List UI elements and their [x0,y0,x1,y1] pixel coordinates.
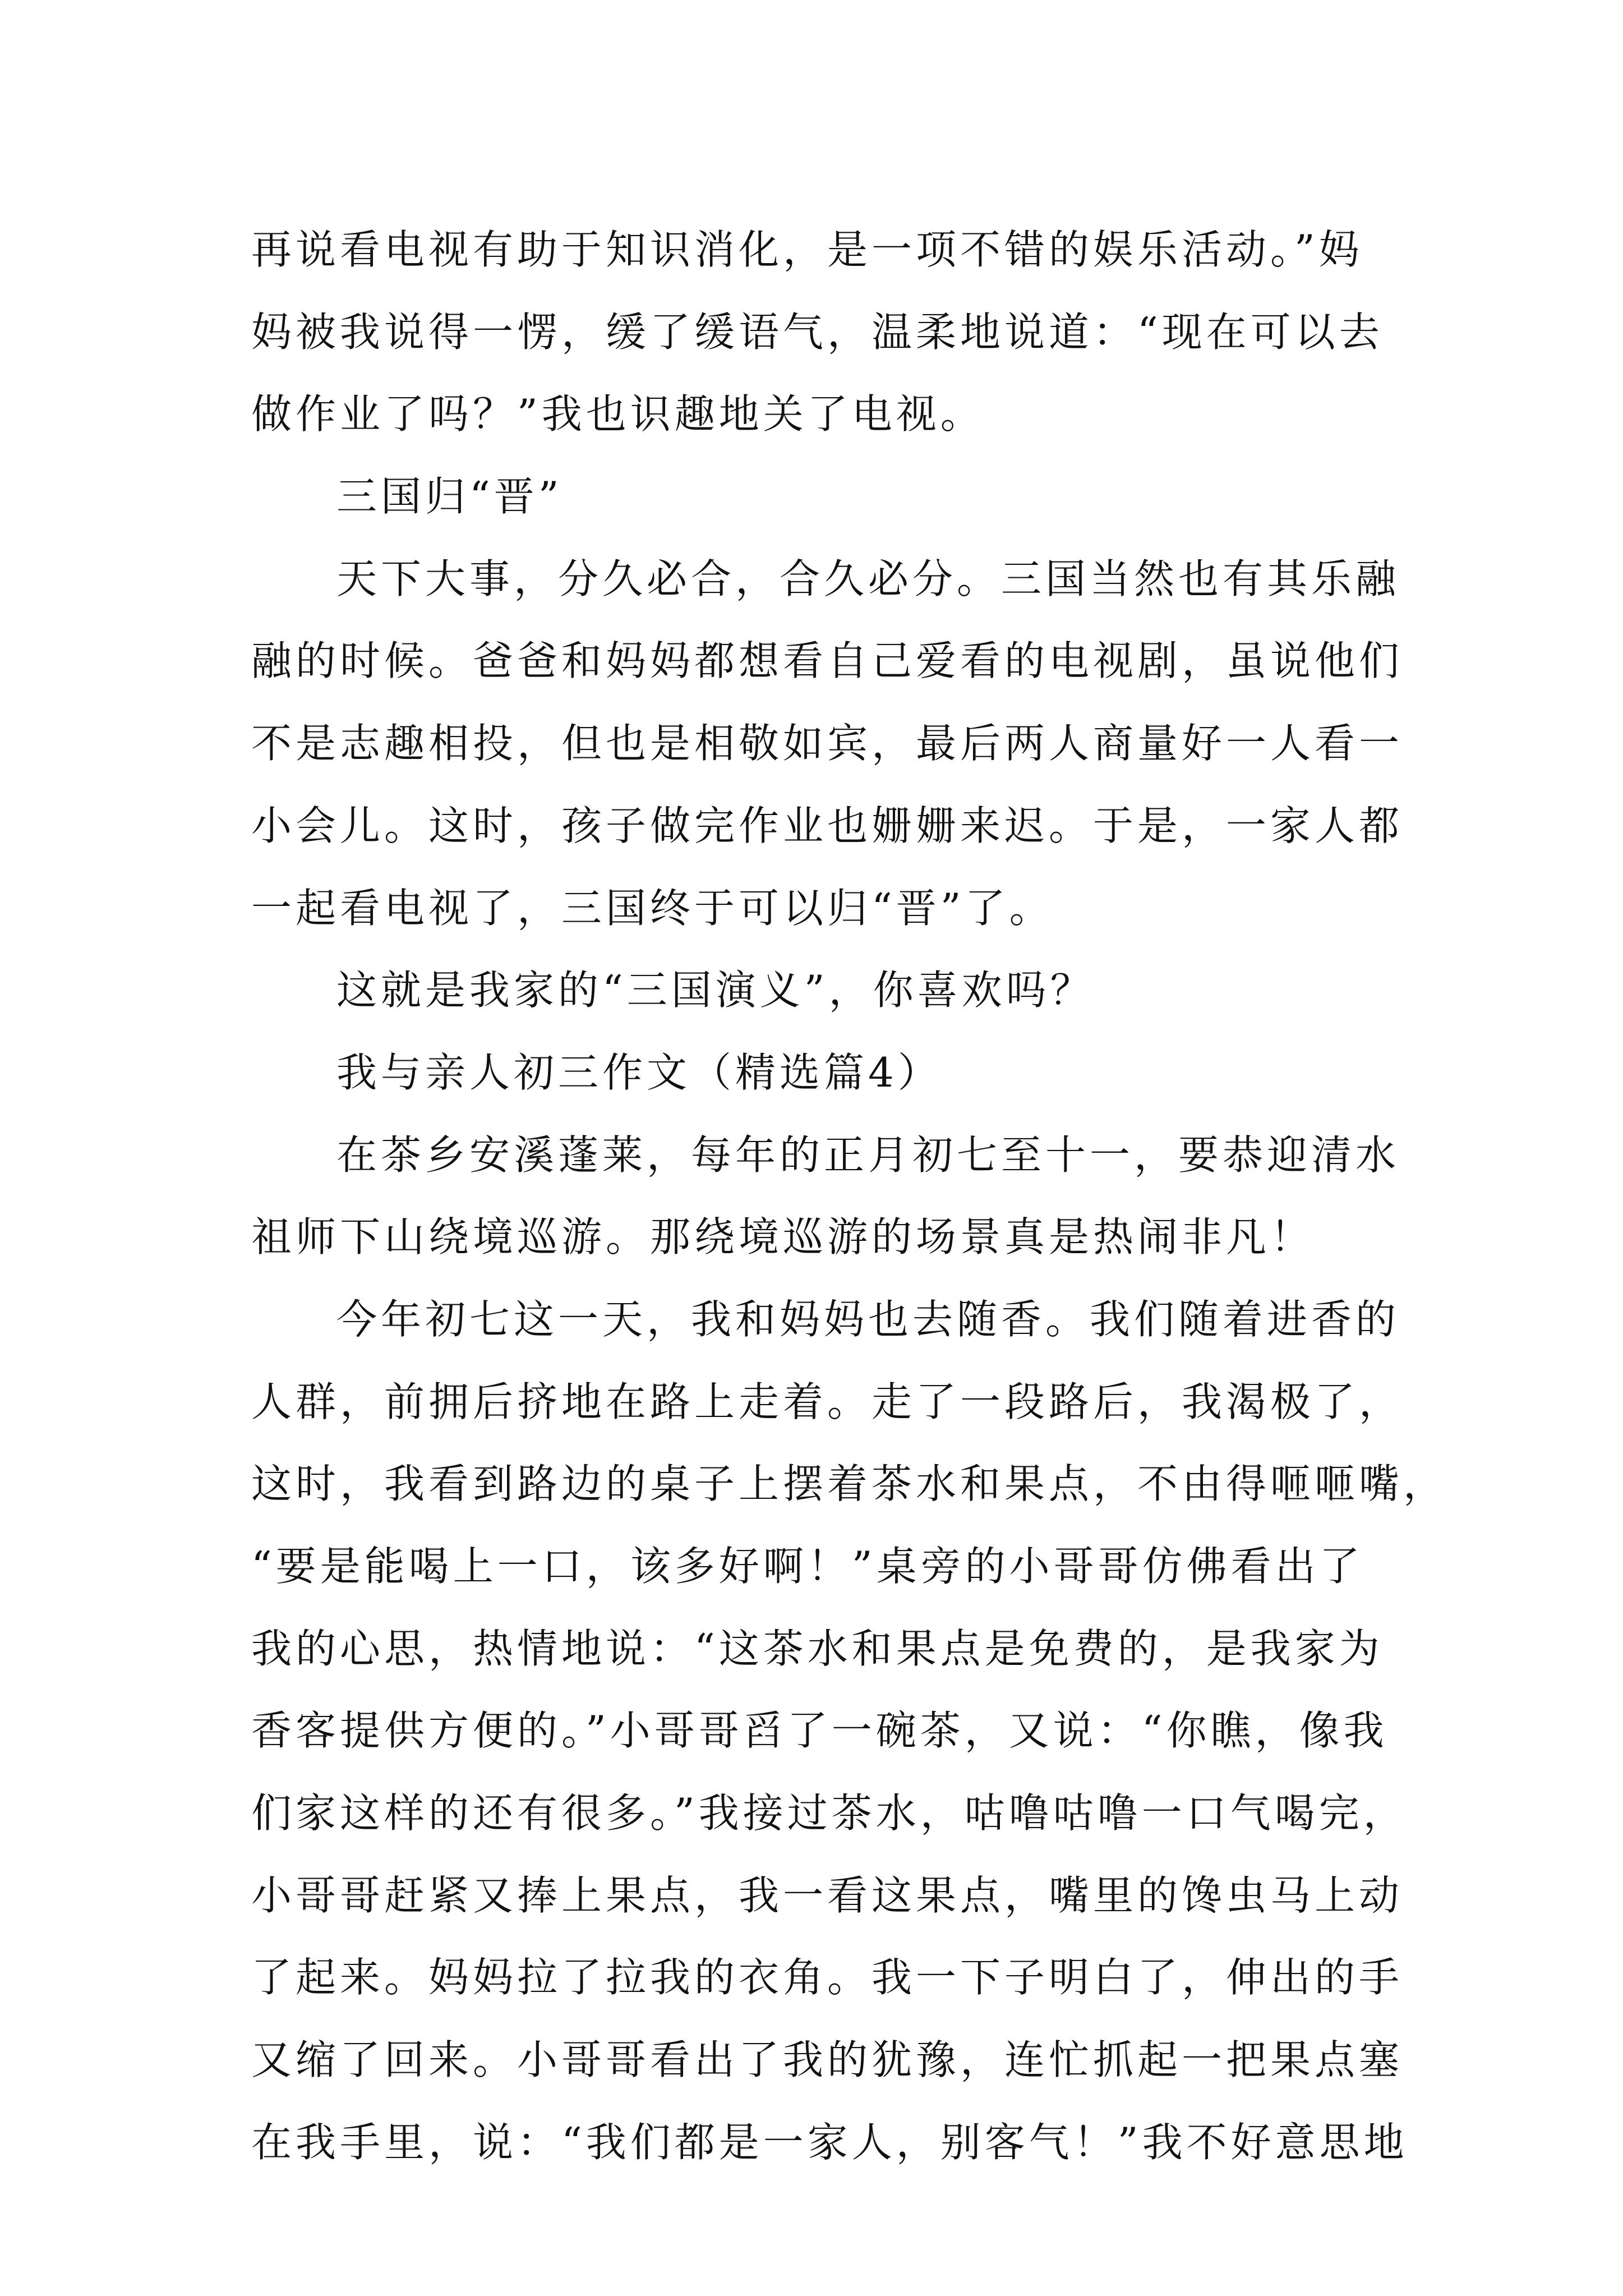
text-line: 祖师下山绕境巡游。那绕境巡游的场景真是热闹非凡！ [251,1213,1315,1261]
text-line: 妈被我说得一愣，缓了缓语气，温柔地说道：“现在可以去 [251,308,1384,356]
text-line: 这时，我看到路边的桌子上摆着茶水和果点，不由得咂咂嘴， [251,1460,1448,1508]
text-line: 又缩了回来。小哥哥看出了我的犹豫，连忙抓起一把果点塞 [251,2036,1404,2084]
text-line: 了起来。妈妈拉了拉我的衣角。我一下子明白了，伸出的手 [251,1954,1404,2001]
text-line: “要是能喝上一口，该多好啊！”桌旁的小哥哥仿佛看出了 [251,1543,1364,1590]
document-body [251,209,1448,2184]
text-line: 香客提供方便的。”小哥哥舀了一碗茶，又说：“你瞧，像我 [251,1707,1388,1755]
text-line: 小哥哥赶紧又捧上果点，我一看这果点，嘴里的馋虫马上动 [251,1871,1404,1919]
text-line: 融的时候。爸爸和妈妈都想看自己爱看的电视剧，虽说他们 [251,637,1404,685]
text-line: 不是志趣相投，但也是相敬如宾，最后两人商量好一人看一 [251,720,1404,767]
section-heading: 三国归“晋” [336,473,563,521]
text-line: 们家这样的还有很多。”我接过茶水，咕噜咕噜一口气喝完， [251,1789,1408,1837]
text-line: 一起看电视了，三国终于可以归“晋”了。 [251,884,1054,932]
text-line: 做作业了吗？”我也识趣地关了电视。 [251,390,985,438]
text-line: 在我手里，说：“我们都是一家人，别客气！”我不好意思地 [251,2118,1408,2166]
text-line: 小会儿。这时，孩子做完作业也姗姗来迟。于是，一家人都 [251,802,1404,849]
text-line: 人群，前拥后挤地在路上走着。走了一段路后，我渴极了， [251,1378,1404,1425]
text-line: 这就是我家的“三国演义”，你喜欢吗？ [336,967,1095,1014]
text-line: 我的心思，热情地说：“这茶水和果点是免费的，是我家为 [251,1625,1384,1672]
essay-title: 我与亲人初三作文（精选篇4） [336,1048,942,1096]
text-line: 今年初七这一天，我和妈妈也去随香。我们随着进香的 [336,1295,1400,1343]
text-line: 再说看电视有助于知识消化，是一项不错的娱乐活动。”妈 [251,226,1363,273]
text-line: 在茶乡安溪蓬莱，每年的正月初七至十一，要恭迎清水 [336,1131,1400,1179]
text-line: 天下大事，分久必合，合久必分。三国当然也有其乐融 [336,555,1400,602]
